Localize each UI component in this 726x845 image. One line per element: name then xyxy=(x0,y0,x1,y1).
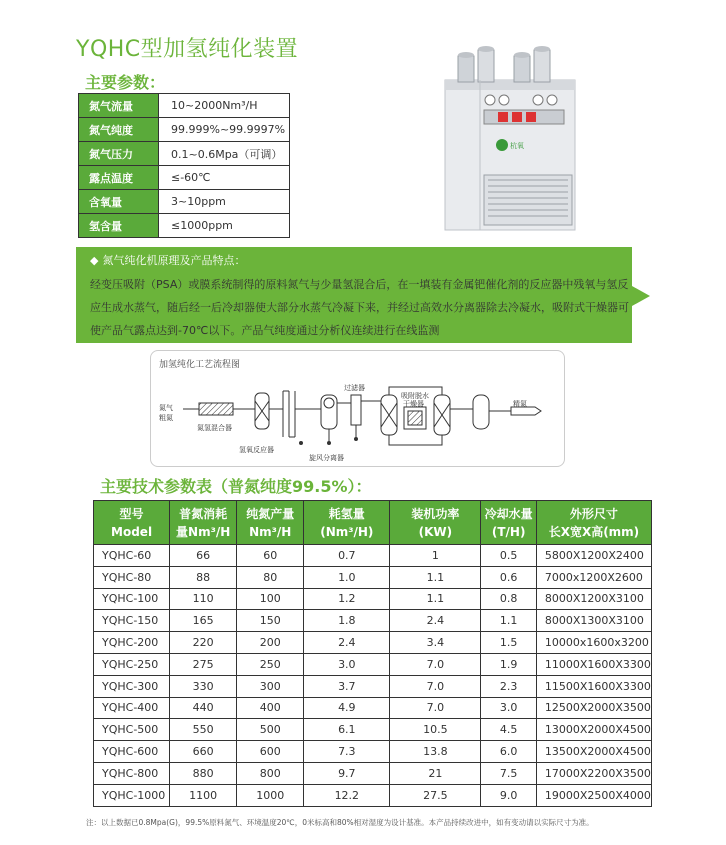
table-cell: 7.0 xyxy=(390,675,481,697)
table-cell: 5800X1200X2400 xyxy=(536,545,651,567)
param-value: 0.1~0.6Mpa（可调） xyxy=(159,142,290,166)
banner-heading: ◆ 氮气纯化机原理及产品特点： xyxy=(90,254,246,267)
table-cell: 12500X2000X3500 xyxy=(536,697,651,719)
table-cell: 110 xyxy=(170,588,237,610)
column-header-line1: 装机功率 xyxy=(411,506,460,521)
table-cell: 9.7 xyxy=(304,762,390,784)
table-row xyxy=(94,784,652,806)
table-cell: YQHC-500 xyxy=(94,719,170,741)
column-header-line2: (T/H) xyxy=(491,524,526,539)
table-cell: 330 xyxy=(170,675,237,697)
table-cell: 7.0 xyxy=(390,653,481,675)
table-cell: YQHC-600 xyxy=(94,741,170,763)
table-cell: 10.5 xyxy=(390,719,481,741)
table-cell: 7.3 xyxy=(304,741,390,763)
table-cell: 9.0 xyxy=(481,784,536,806)
param-key: 氢含量 xyxy=(79,214,159,238)
flow-diagram-graphic xyxy=(151,351,566,468)
table-row xyxy=(94,610,652,632)
table-cell: 660 xyxy=(170,741,237,763)
table-cell: 1000 xyxy=(237,784,304,806)
column-header xyxy=(304,501,390,545)
table-cell: 1.5 xyxy=(481,632,536,654)
table-cell: YQHC-80 xyxy=(94,566,170,588)
table-row xyxy=(94,588,652,610)
table-cell: 66 xyxy=(170,545,237,567)
table-cell: 1.0 xyxy=(304,566,390,588)
label-dryer-1: 吸附脱水 xyxy=(401,392,429,400)
table-cell: 4.5 xyxy=(481,719,536,741)
main-params-heading: 主要参数： xyxy=(85,73,166,92)
param-row xyxy=(79,166,290,190)
table-cell: 27.5 xyxy=(390,784,481,806)
label-separator: 旋风分离器 xyxy=(309,454,344,462)
column-header-line2: Nm³/H xyxy=(249,524,292,539)
column-header-line1: 外形尺寸 xyxy=(569,506,618,521)
table-cell: 200 xyxy=(237,632,304,654)
table-cell: 150 xyxy=(237,610,304,632)
table-cell: 80 xyxy=(237,566,304,588)
table-cell: YQHC-250 xyxy=(94,653,170,675)
column-header xyxy=(94,501,170,545)
table-cell: 275 xyxy=(170,653,237,675)
param-value: 99.999%~99.9997% xyxy=(159,118,290,142)
table-cell: YQHC-100 xyxy=(94,588,170,610)
table-cell: YQHC-150 xyxy=(94,610,170,632)
column-header xyxy=(390,501,481,545)
table-cell: 500 xyxy=(237,719,304,741)
table-row xyxy=(94,566,652,588)
table-cell: 0.7 xyxy=(304,545,390,567)
machine-image xyxy=(440,40,580,232)
table-cell: 1.1 xyxy=(390,588,481,610)
table-cell: 1.1 xyxy=(390,566,481,588)
table-row xyxy=(94,762,652,784)
param-key: 氮气压力 xyxy=(79,142,159,166)
table-cell: 2.4 xyxy=(390,610,481,632)
table-cell: 19000X2500X4000 xyxy=(536,784,651,806)
param-key: 氮气流量 xyxy=(79,94,159,118)
machine-logo-text: 杭氧 xyxy=(510,142,524,150)
table-cell: 0.6 xyxy=(481,566,536,588)
spec-table xyxy=(93,500,652,807)
table-cell: 400 xyxy=(237,697,304,719)
table-cell: 800 xyxy=(237,762,304,784)
table-cell: 250 xyxy=(237,653,304,675)
table-cell: 600 xyxy=(237,741,304,763)
column-header-line2: (Nm³/H) xyxy=(320,524,374,539)
page-title: YQHC型加氢纯化装置 xyxy=(76,37,299,62)
column-header-line2: Model xyxy=(111,524,153,539)
table-cell: 1.1 xyxy=(481,610,536,632)
param-key: 氮气纯度 xyxy=(79,118,159,142)
param-value: 3~10ppm xyxy=(159,190,290,214)
table-row xyxy=(94,632,652,654)
label-reactor: 氢氧反应器 xyxy=(239,446,274,454)
label-filter: 过滤器 xyxy=(344,384,365,392)
table-cell: 11500X1600X3300 xyxy=(536,675,651,697)
table-cell: 1.2 xyxy=(304,588,390,610)
principle-banner xyxy=(76,247,632,343)
param-row xyxy=(79,118,290,142)
table-cell: YQHC-1000 xyxy=(94,784,170,806)
table-cell: 100 xyxy=(237,588,304,610)
table-cell: 10000x1600x3200 xyxy=(536,632,651,654)
main-params-table xyxy=(78,93,290,238)
table-cell: 3.4 xyxy=(390,632,481,654)
table-row xyxy=(94,741,652,763)
diamond-bullet-icon: ◆ xyxy=(90,254,99,267)
table-cell: 17000X2200X3500 xyxy=(536,762,651,784)
table-cell: YQHC-60 xyxy=(94,545,170,567)
table-cell: 4.9 xyxy=(304,697,390,719)
process-flow-diagram xyxy=(150,350,565,467)
table-cell: 3.0 xyxy=(304,653,390,675)
table-cell: 440 xyxy=(170,697,237,719)
label-product: 精氮 xyxy=(513,400,527,408)
column-header-line2: 长X宽X高(mm) xyxy=(548,524,640,539)
table-cell: 21 xyxy=(390,762,481,784)
param-row xyxy=(79,94,290,118)
column-header-line1: 纯氮产量 xyxy=(246,506,295,521)
table-cell: 880 xyxy=(170,762,237,784)
table-cell: 3.0 xyxy=(481,697,536,719)
label-crude-nitrogen: 粗氮 xyxy=(159,414,173,422)
table-cell: 300 xyxy=(237,675,304,697)
table-cell: 13.8 xyxy=(390,741,481,763)
table-cell: 88 xyxy=(170,566,237,588)
column-header-line1: 型号 xyxy=(119,506,144,521)
param-row xyxy=(79,190,290,214)
label-mixer: 氮氢混合器 xyxy=(197,424,232,432)
table-cell: 7.5 xyxy=(481,762,536,784)
table-cell: 2.4 xyxy=(304,632,390,654)
column-header-line2: 量Nm³/H xyxy=(176,524,231,539)
table-row xyxy=(94,719,652,741)
table-cell: 60 xyxy=(237,545,304,567)
table-row xyxy=(94,653,652,675)
column-header-line1: 普氮消耗 xyxy=(179,506,228,521)
table-cell: YQHC-800 xyxy=(94,762,170,784)
column-header-line2: (KW) xyxy=(418,524,453,539)
table-cell: 1.9 xyxy=(481,653,536,675)
table-cell: 8000X1200X3100 xyxy=(536,588,651,610)
table-cell: 13500X2000X4500 xyxy=(536,741,651,763)
table-cell: 7000x1200X2600 xyxy=(536,566,651,588)
table-cell: 13000X2000X4500 xyxy=(536,719,651,741)
label-nitrogen: 氮气 xyxy=(159,404,173,412)
column-header xyxy=(237,501,304,545)
table-cell: 220 xyxy=(170,632,237,654)
column-header xyxy=(481,501,536,545)
table-row xyxy=(94,675,652,697)
table-cell: 12.2 xyxy=(304,784,390,806)
table-cell: 6.1 xyxy=(304,719,390,741)
param-row xyxy=(79,214,290,238)
table-cell: 1100 xyxy=(170,784,237,806)
table-cell: 2.3 xyxy=(481,675,536,697)
param-key: 露点温度 xyxy=(79,166,159,190)
param-value: ≤-60℃ xyxy=(159,166,290,190)
table-cell: 0.8 xyxy=(481,588,536,610)
footnote: 注：以上数据已0.8Mpa(G)，99.5%原料氮气、环境温度20℃，0米标高和80%相对湿度为设计基准。本产品持续改进中，如有变动请以实际尺寸为准。 xyxy=(86,818,594,827)
param-key: 含氧量 xyxy=(79,190,159,214)
arrow-right-icon xyxy=(632,286,650,306)
table-cell: 3.7 xyxy=(304,675,390,697)
table-row xyxy=(94,545,652,567)
param-value: 10~2000Nm³/H xyxy=(159,94,290,118)
table-cell: 165 xyxy=(170,610,237,632)
table-cell: YQHC-300 xyxy=(94,675,170,697)
table-cell: 550 xyxy=(170,719,237,741)
column-header-line1: 耗氢量 xyxy=(328,506,365,521)
table-cell: YQHC-200 xyxy=(94,632,170,654)
banner-body: 经变压吸附（PSA）或膜系统制得的原料氮气与少量氢混合后，在一填装有金属钯催化剂的反应器中残氧与氢反应生成水蒸气，随后经一后冷却器使大部分水蒸气冷凝下来，并经过高效水分离器除去冷凝水，吸附式干燥器可使产品气露点达到-70℃以下。产品气纯度通过分析仪连续进行在线监测 xyxy=(90,278,629,337)
table-cell: YQHC-400 xyxy=(94,697,170,719)
param-row xyxy=(79,142,290,166)
table-cell: 6.0 xyxy=(481,741,536,763)
table-cell: 7.0 xyxy=(390,697,481,719)
column-header-line1: 冷却水量 xyxy=(484,506,533,521)
table-cell: 11000X1600X3300 xyxy=(536,653,651,675)
table-cell: 8000X1300X3100 xyxy=(536,610,651,632)
column-header xyxy=(536,501,651,545)
label-dryer-2: 干燥器 xyxy=(403,400,424,408)
column-header xyxy=(170,501,237,545)
table-cell: 1 xyxy=(390,545,481,567)
flow-title: 加氢纯化工艺流程图 xyxy=(159,360,241,370)
table-cell: 1.8 xyxy=(304,610,390,632)
spec-table-heading: 主要技术参数表（普氮纯度99.5%）： xyxy=(100,477,372,496)
param-value: ≤1000ppm xyxy=(159,214,290,238)
table-row xyxy=(94,697,652,719)
table-cell: 0.5 xyxy=(481,545,536,567)
